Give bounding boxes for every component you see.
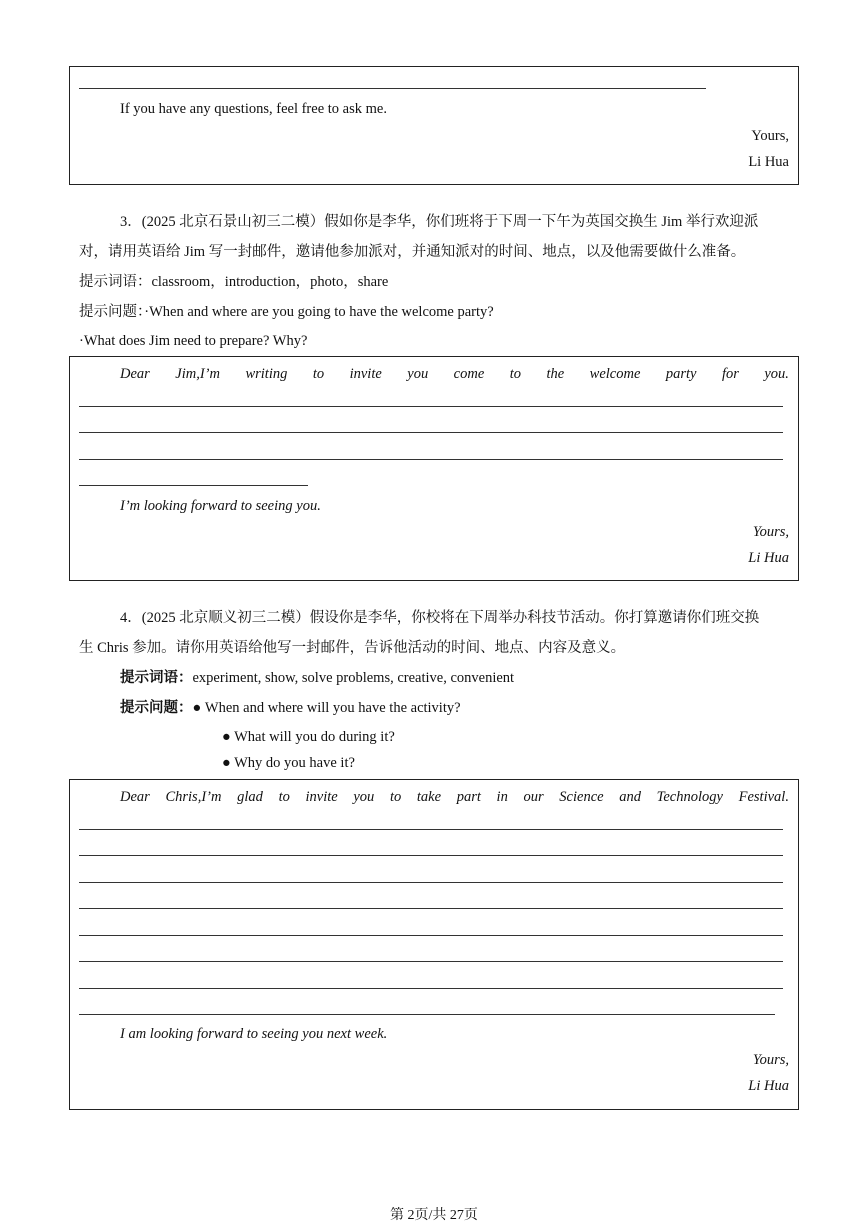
question-4-hint-words: [120, 669, 514, 687]
hint-question-1: ·When and where are you going to have the welcome party?: [144, 304, 494, 320]
question-4-line-1: 4．(2025 北京顺义初三二模）假设你是李华，你校将在下周举办科技节活动。你打算邀请你们班交换: [120, 610, 760, 626]
writing-line: [79, 988, 783, 989]
word: writing: [245, 366, 288, 382]
hint-question-2: ● What will you do during it?: [222, 729, 395, 745]
writing-line: [79, 961, 783, 962]
word: take: [416, 789, 442, 805]
writing-line: [79, 432, 783, 433]
word: Science: [559, 789, 604, 805]
sign-off: Yours,: [752, 524, 789, 540]
word: you: [407, 366, 429, 382]
word: welcome: [589, 366, 641, 382]
signature: Li Hua: [748, 154, 789, 170]
word: part: [456, 789, 481, 805]
opening-sentence: [120, 365, 789, 383]
question-4-line-2: 生 Chris 参加。请你用英语给他写一封邮件，告诉他活动的时间、地点、内容及意义。: [79, 640, 626, 656]
opening-sentence: [120, 788, 789, 806]
hint-questions-label: 提示问题：: [120, 700, 193, 716]
word: Chris,I’m: [165, 789, 222, 805]
question-4-hint-questions: [120, 699, 461, 717]
hint-question-1: ● When and where will you have the activity?: [192, 700, 461, 716]
word: to: [278, 789, 290, 805]
writing-line: [79, 882, 783, 883]
answer-box-previous: [69, 66, 799, 185]
word: party: [665, 366, 697, 382]
word: invite: [349, 366, 382, 382]
closing-sentence: I’m looking forward to seeing you.: [120, 498, 321, 514]
hint-question-3: ● Why do you have it?: [222, 755, 355, 771]
hint-words: experiment, show, solve problems, creative, convenient: [192, 670, 515, 686]
closing-sentence: If you have any questions, feel free to ask me.: [120, 101, 387, 117]
writing-line: [79, 908, 783, 909]
word: and: [619, 789, 641, 805]
word: come: [453, 366, 485, 382]
writing-line: [79, 485, 308, 486]
writing-line: [79, 1014, 775, 1015]
writing-line: [79, 855, 783, 856]
word: Technology: [656, 789, 723, 805]
closing-sentence: I am looking forward to seeing you next week.: [120, 1026, 388, 1042]
word: glad: [237, 789, 263, 805]
hint-questions-label: 提示问题：: [79, 304, 145, 320]
question-3-hint-words: 提示词语：classroom，introduction，photo，share: [79, 274, 389, 290]
word: Dear: [120, 789, 150, 805]
answer-box-question-3: [69, 356, 799, 581]
word: you: [353, 789, 375, 805]
word: you.: [764, 366, 789, 382]
signature: Li Hua: [748, 1078, 789, 1094]
word: invite: [305, 789, 338, 805]
hint-words-label: 提示词语：: [120, 670, 193, 686]
word: to: [312, 366, 325, 382]
hint-question-2: ·What does Jim need to prepare? Why?: [79, 333, 308, 349]
page-number: 第 2页/共 27页: [390, 1208, 478, 1223]
writing-line: [79, 459, 783, 460]
writing-line: [79, 406, 783, 407]
word: to: [509, 366, 522, 382]
word: Jim,I’m: [175, 366, 220, 382]
sign-off: Yours,: [751, 128, 789, 144]
writing-line: [79, 88, 706, 89]
sign-off: Yours,: [752, 1052, 789, 1068]
writing-line: [79, 935, 783, 936]
question-3-hint-questions: [79, 303, 494, 321]
word: Dear: [120, 366, 150, 382]
question-3-line-2: 对，请用英语给 Jim 写一封邮件，邀请他参加派对，并通知派对的时间、地点，以及他需要做什么准备。: [79, 244, 746, 260]
word: to: [389, 789, 402, 805]
word: Festival.: [738, 789, 789, 805]
word: the: [546, 366, 565, 382]
word: our: [523, 789, 544, 805]
question-3-line-1: 3．(2025 北京石景山初三二模）假如你是李华，你们班将于下周一下午为英国交换生 Jim 举行欢迎派: [120, 214, 759, 230]
writing-line: [79, 829, 783, 830]
signature: Li Hua: [748, 550, 789, 566]
word: in: [496, 789, 508, 805]
word: for: [721, 366, 739, 382]
